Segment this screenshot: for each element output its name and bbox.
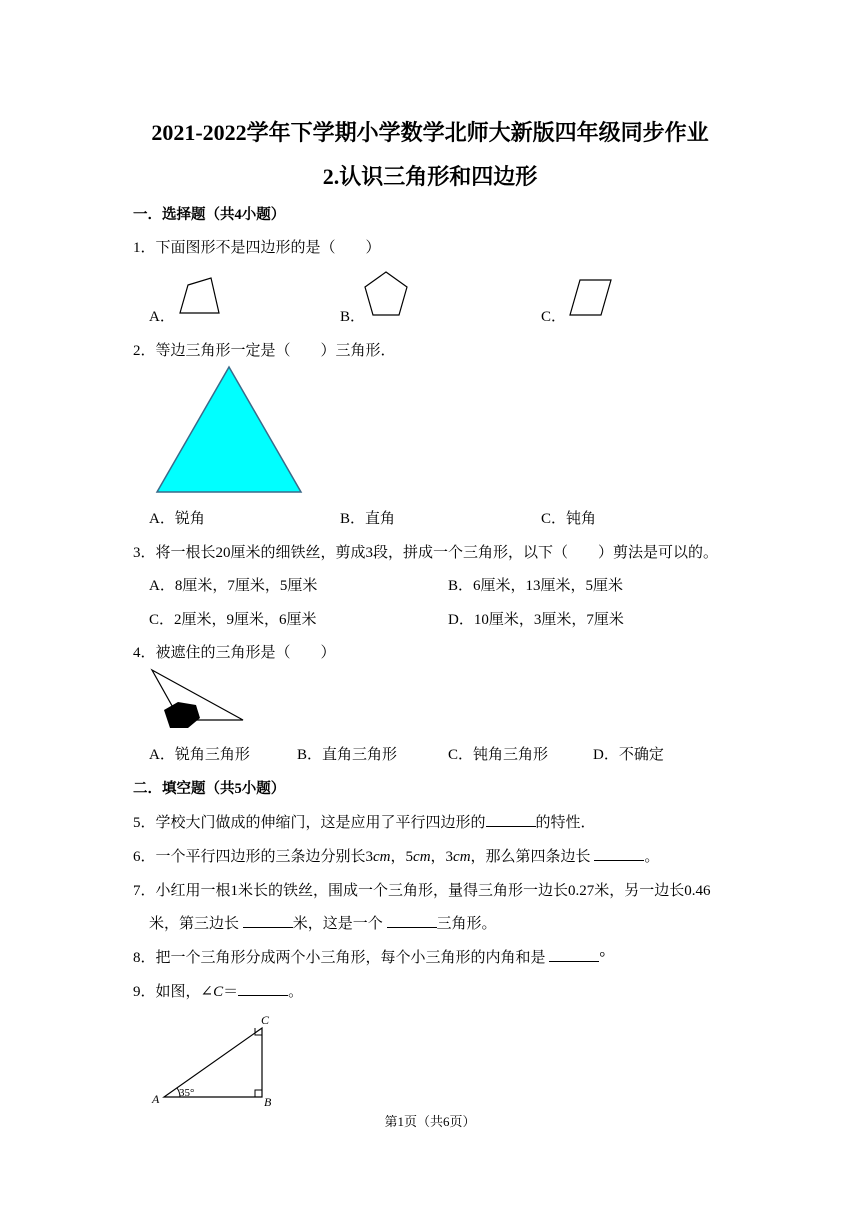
question-6	[133, 845, 659, 866]
q4-covered-triangle-figure	[150, 668, 250, 732]
question-8	[133, 946, 605, 967]
q9-equals: ＝	[223, 984, 239, 1000]
q9-text: 9．如图，∠	[133, 984, 214, 1000]
section-heading-fill: 二．填空题（共5小题）	[133, 781, 286, 797]
q9-vertex-a: A	[152, 1092, 160, 1106]
question-7-line-1: 7．小红用一根1米长的铁丝，围成一个三角形，量得三角形一边长0.27米，另一边长0.46	[133, 883, 711, 899]
q9-period: 。	[288, 984, 304, 1000]
q1-quadrilateral-figure	[178, 276, 222, 318]
q6-blank[interactable]	[594, 846, 644, 861]
q7-blank-1[interactable]	[243, 913, 293, 928]
q4-option-d[interactable]: D．不确定	[593, 747, 664, 763]
q6-text-end: 。	[644, 849, 660, 865]
section-heading-choice: 一．选择题（共4小题）	[133, 207, 286, 223]
page-footer: 第1页（共6页）	[384, 1114, 476, 1129]
q1-option-c-label: C．	[541, 309, 567, 325]
q5-text-before: 5．学校大门做成的伸缩门，这是应用了平行四边形的	[133, 815, 486, 831]
q1-option-a-label: A．	[149, 309, 175, 325]
q9-vertex-c: C	[261, 1013, 270, 1027]
q9-right-triangle-figure	[150, 1012, 280, 1108]
q8-text: 8．把一个三角形分成两个小三角形，每个小三角形的内角和是	[133, 950, 550, 966]
question-4-stem: 4．被遮住的三角形是（ ）	[133, 645, 336, 661]
question-9	[133, 980, 303, 1001]
question-1-stem: 1．下面图形不是四边形的是（ ）	[133, 240, 381, 256]
q4-cover-blob	[164, 702, 200, 728]
document-title: 2021-2022学年下学期小学数学北师大新版四年级同步作业	[151, 120, 709, 145]
q8-degree: °	[599, 950, 606, 966]
q7-blank-2[interactable]	[387, 913, 437, 928]
q6-unit-2: cm	[413, 849, 431, 865]
q3-option-c[interactable]: C．2厘米，9厘米，6厘米	[149, 612, 317, 628]
q6-unit-3: cm	[453, 849, 471, 865]
q9-blank[interactable]	[238, 981, 288, 996]
q3-option-a[interactable]: A．8厘米，7厘米，5厘米	[149, 578, 318, 594]
q9-vertex-b: B	[264, 1095, 272, 1109]
q5-blank[interactable]	[486, 812, 536, 827]
q6-unit-1: cm	[373, 849, 391, 865]
q2-equilateral-triangle-figure	[155, 365, 305, 495]
q2-option-c[interactable]: C．钝角	[541, 511, 597, 527]
q4-option-c[interactable]: C．钝角三角形	[448, 747, 549, 763]
q4-option-b[interactable]: B．直角三角形	[297, 747, 398, 763]
q9-variable: C	[213, 984, 224, 1000]
question-5	[133, 811, 596, 832]
question-2-stem: 2．等边三角形一定是（ ）三角形．	[133, 343, 396, 359]
q6-text-4: ，那么第四条边长	[470, 849, 595, 865]
document-subtitle: 2.认识三角形和四边形	[322, 164, 538, 189]
q6-text-2: ，5	[390, 849, 414, 865]
question-7-line-2	[149, 912, 497, 933]
q7-text-b: 米，这是一个	[292, 916, 387, 932]
q8-blank[interactable]	[549, 947, 599, 962]
q9-angle-label: 35°	[179, 1087, 195, 1099]
q6-text-3: ，3	[430, 849, 454, 865]
question-3-stem: 3．将一根长20厘米的细铁丝，剪成3段，拼成一个三角形，以下（ ）剪法是可以的。	[133, 545, 719, 561]
q7-text-a: 米，第三边长	[149, 916, 243, 932]
q4-option-a[interactable]: A．锐角三角形	[149, 747, 250, 763]
q3-option-d[interactable]: D．10厘米，3厘米，7厘米	[448, 612, 624, 628]
q2-option-b[interactable]: B．直角	[340, 511, 396, 527]
q7-text-c: 三角形。	[436, 916, 497, 932]
q5-text-after: 的特性．	[535, 815, 596, 831]
q3-option-b[interactable]: B．6厘米，13厘米，5厘米	[448, 578, 624, 594]
q2-option-a[interactable]: A．锐角	[149, 511, 205, 527]
q1-option-b-label: B．	[340, 309, 366, 325]
q1-pentagon-figure	[363, 270, 413, 318]
q1-parallelogram-figure	[568, 278, 614, 318]
q6-text-1: 6．一个平行四边形的三条边分别长3	[133, 849, 374, 865]
